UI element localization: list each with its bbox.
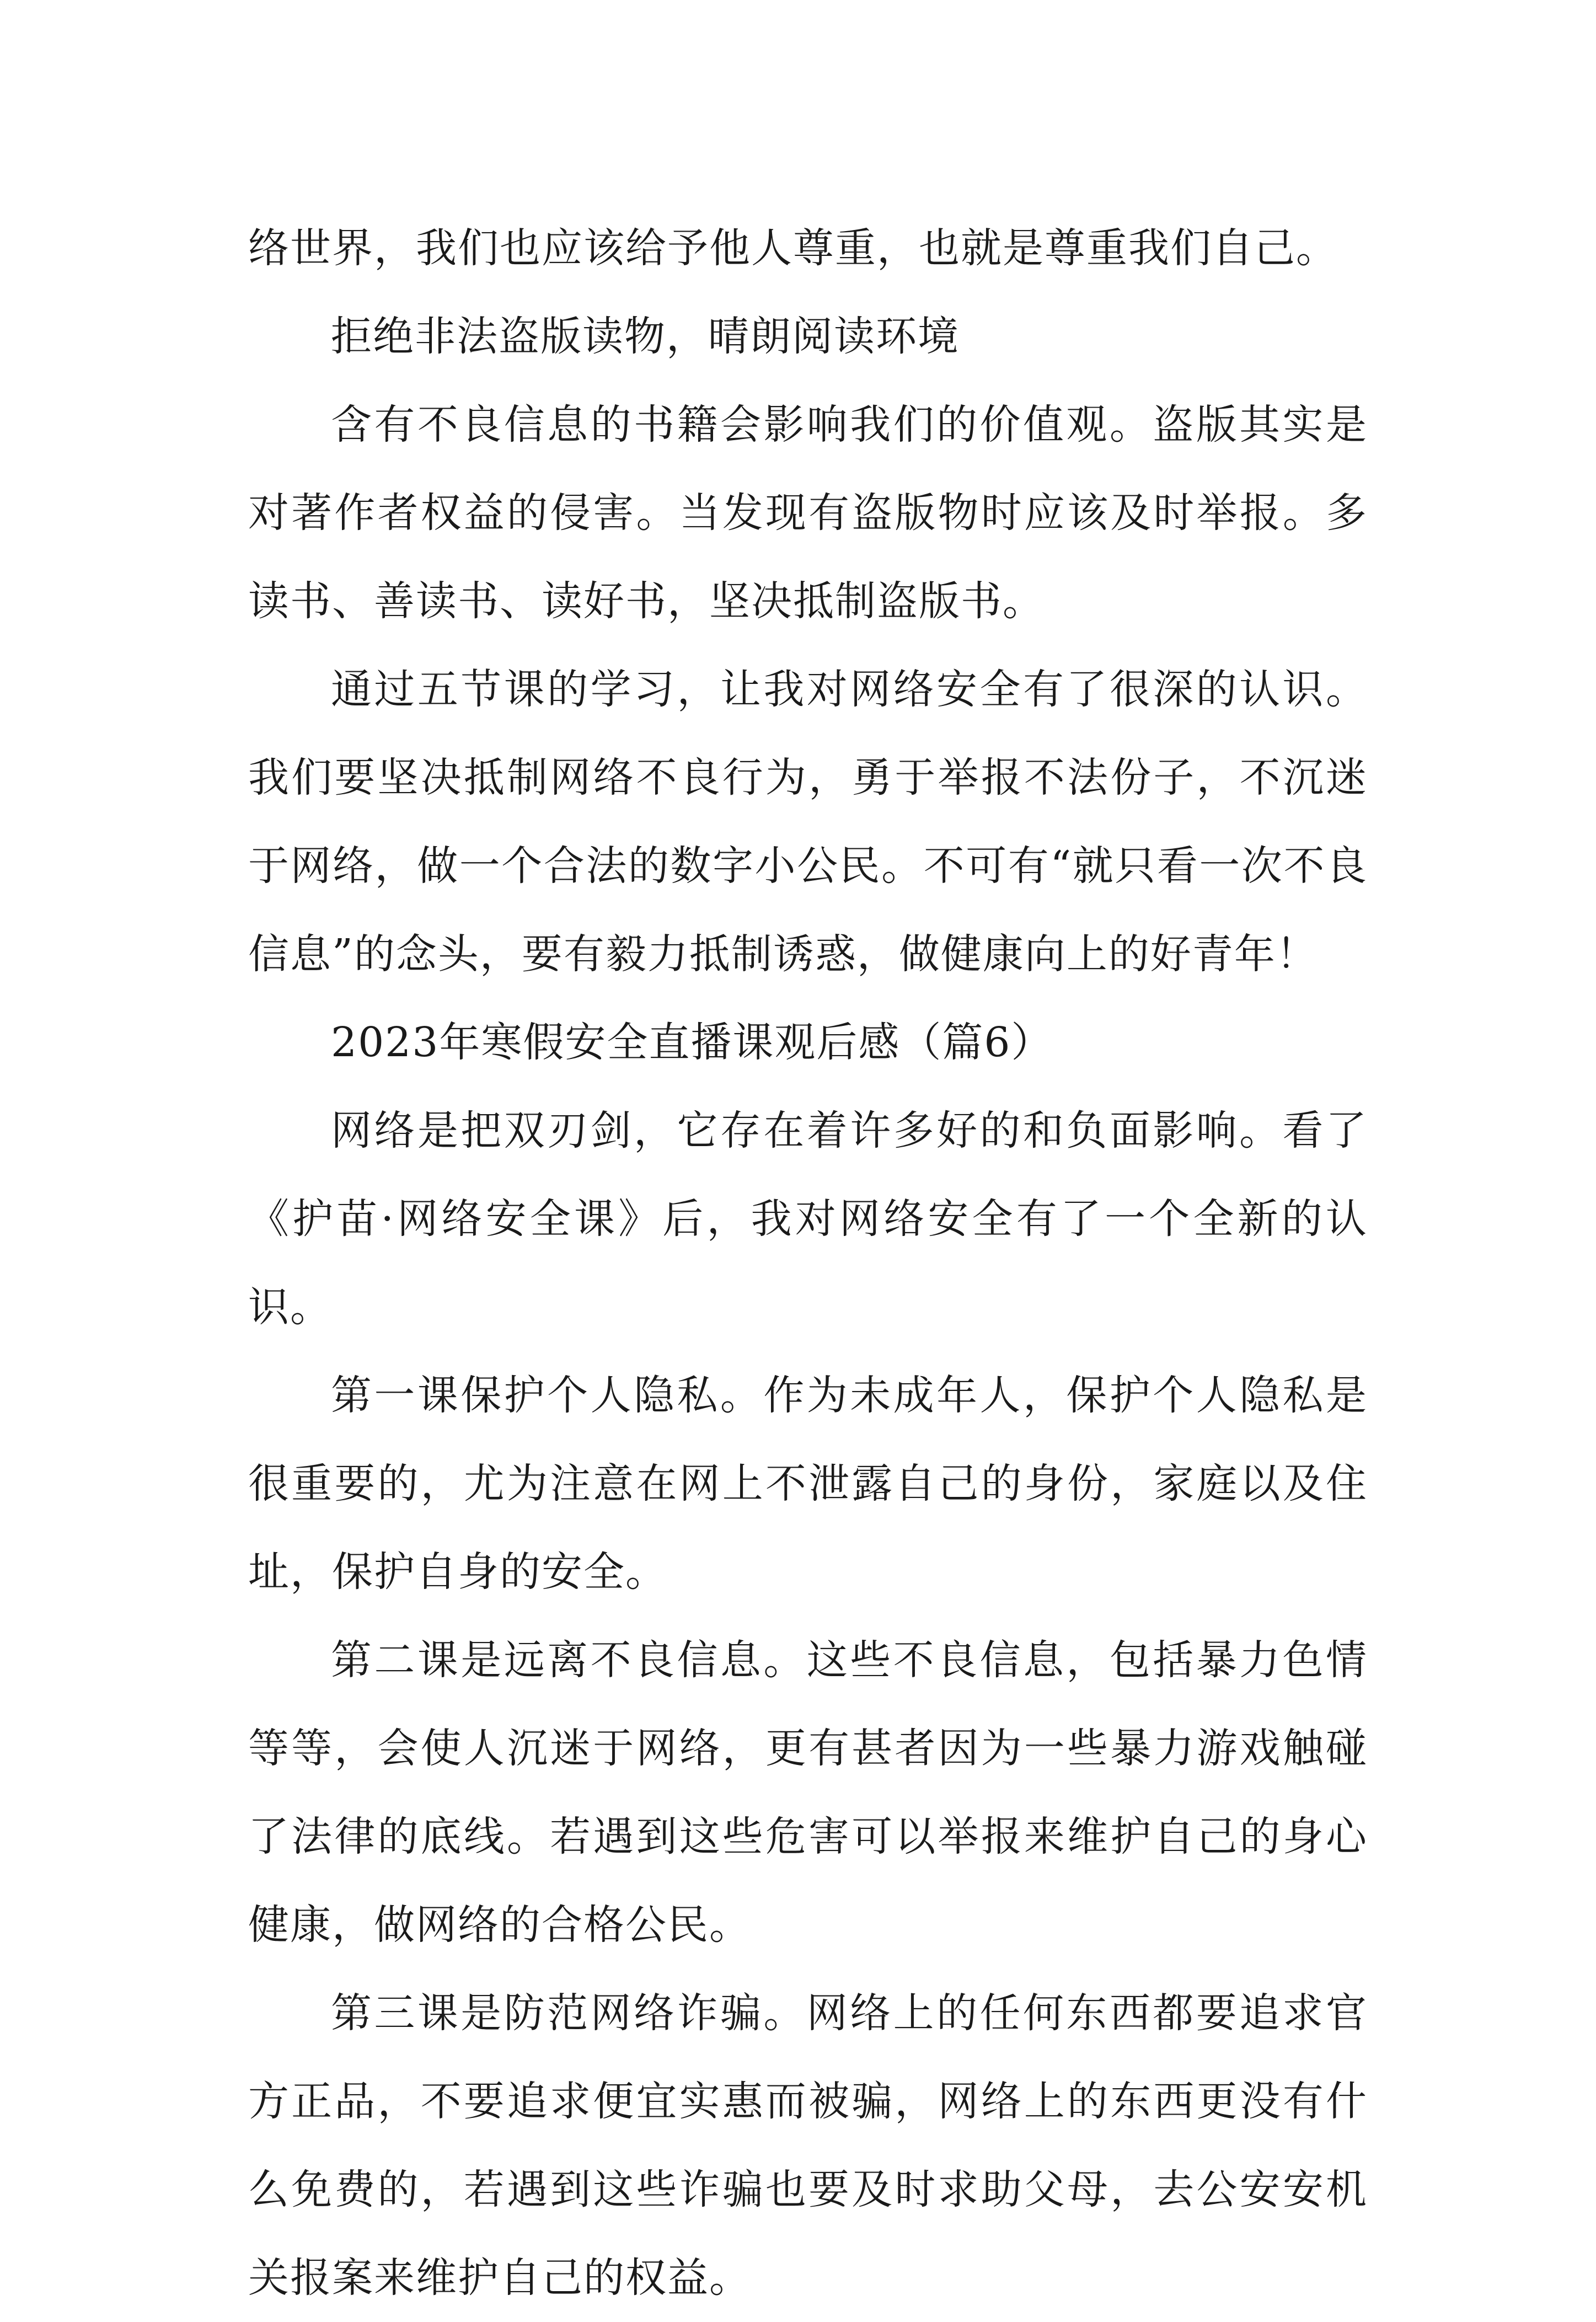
paragraph-lesson-3: 第三课是防范网络诈骗。网络上的任何东西都要追求官方正品，不要追求便宜实惠而被骗，网络上的东西更没有什么免费的，若遇到这些诈骗也要及时求助父母，去公安安机关报案来维护自己的权益。 bbox=[248, 1989, 1368, 2302]
paragraph-piracy: 含有不良信息的书籍会影响我们的价值观。盗版其实是对著作者权益的侵害。当发现有盗版物时应该及时举报。多读书、善读书、读好书，坚决抵制盗版书。 bbox=[248, 401, 1368, 625]
paragraph-heading-piracy: 拒绝非法盗版读物，晴朗阅读环境 bbox=[331, 313, 960, 360]
paragraph-lesson-1: 第一课保护个人隐私。作为未成年人，保护个人隐私是很重要的，尤为注意在网上不泄露自己的身份，家庭以及住址，保护自身的安全。 bbox=[248, 1372, 1368, 1596]
paragraph-continuation: 络世界，我们也应该给予他人尊重，也就是尊重我们自己。 bbox=[248, 224, 1338, 272]
paragraph-lesson-2: 第二课是远离不良信息。这些不良信息，包括暴力色情等等，会使人沉迷于网络，更有甚者因为一些暴力游戏触碰了法律的底线。若遇到这些危害可以举报来维护自己的身心健康，做网络的合格公民。 bbox=[248, 1636, 1368, 1949]
paragraph-intro: 网络是把双刃剑，它存在着许多好的和负面影响。看了《护苗·网络安全课》后，我对网络安全有了一个全新的认识。 bbox=[248, 1107, 1368, 1331]
paragraph-summary: 通过五节课的学习，让我对网络安全有了很深的认识。我们要坚决抵制网络不良行为，勇于举报不法份子，不沉迷于网络，做一个合法的数字小公民。不可有“就只看一次不良信息”的念头，要有毅力抵制诱惑，做健康向上的好青年！ bbox=[248, 666, 1368, 978]
document-page bbox=[248, 204, 1368, 2322]
section-title: 2023年寒假安全直播课观后感（篇6） bbox=[331, 1019, 1053, 1066]
